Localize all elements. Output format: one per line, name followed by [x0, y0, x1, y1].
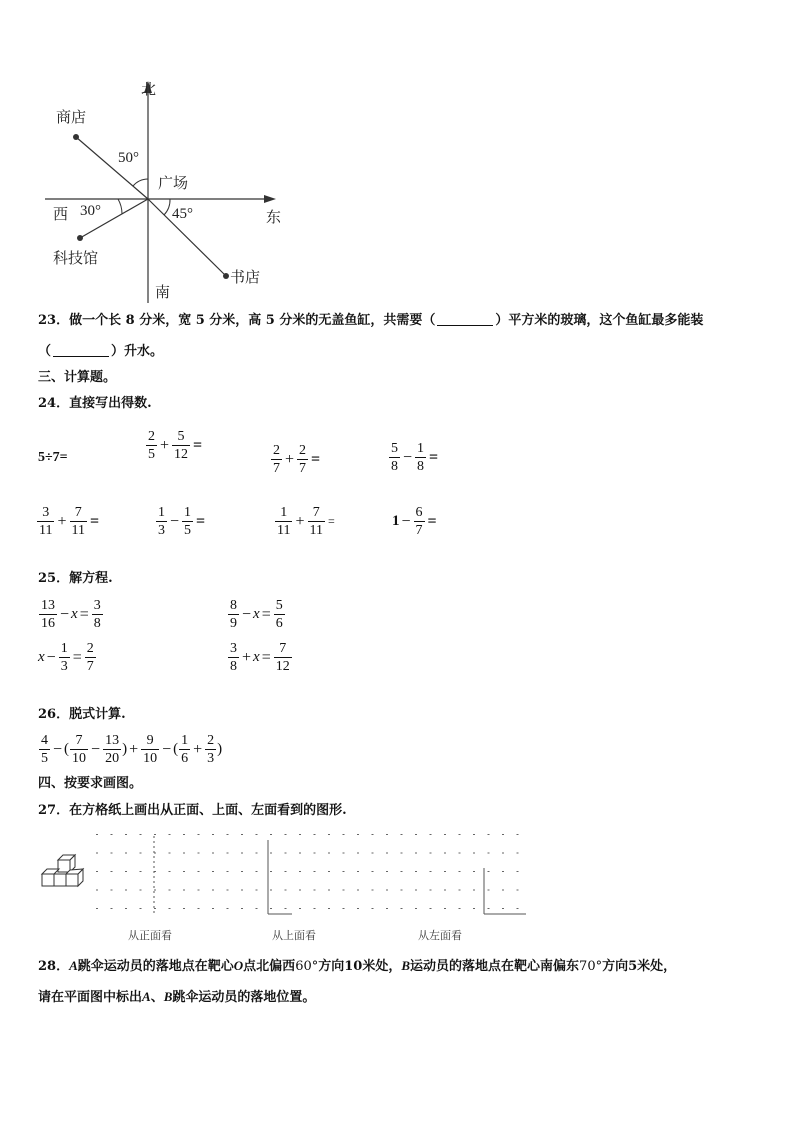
grid-dot	[357, 890, 359, 891]
grid-dot	[473, 834, 475, 835]
grid-dot	[386, 853, 388, 854]
grid-dot	[343, 834, 345, 835]
grid-dot	[517, 834, 519, 835]
fraction: $\frac{2}{3}$	[207, 733, 215, 766]
grid-dot	[198, 890, 200, 891]
fraction: $\frac{4}{5}$	[41, 733, 48, 766]
q24-expr-5: $\frac{3}{11}$ + $\frac{7}{11}$ =	[39, 505, 100, 538]
grid-dot	[328, 890, 330, 891]
grid-dot	[401, 890, 403, 891]
q24-expr-8: 1 − $\frac{6}{7}$ =	[392, 505, 437, 538]
grid-dot	[212, 871, 214, 872]
q23-text-d: ）升水。	[111, 344, 164, 359]
fraction: $\frac{5}{6}$	[275, 598, 283, 631]
grid-dot	[270, 908, 272, 909]
grid-dot	[372, 908, 374, 909]
fraction: $\frac{13}{20}$	[105, 733, 120, 766]
fraction: $\frac{2}{7}$	[273, 443, 280, 476]
q24-expr-7: $\frac{1}{11}$ + $\frac{7}{11}$ =	[277, 505, 335, 538]
grid-dot	[198, 908, 200, 909]
question-27-title: 27．在方格纸上画出从正面、上面、左面看到的图形.	[38, 803, 347, 818]
grid-dot	[415, 908, 417, 909]
grid-dot	[444, 908, 446, 909]
dot-grid-paper	[92, 828, 530, 920]
question-25-title: 25．解方程.	[38, 571, 113, 586]
grid-dot	[459, 853, 461, 854]
grid-dot	[386, 834, 388, 835]
q25-equation-3: x − $\frac{1}{3}$ = $\frac{2}{7}$	[38, 641, 94, 674]
grid-dot	[386, 890, 388, 891]
q24-expr-4: $\frac{5}{8}$ − $\frac{1}{8}$ =	[391, 441, 439, 474]
q23-text-a: 23．做一个长 8 分米，宽 5 分米，高 5 分米的无盖鱼缸，共需要（	[38, 313, 436, 328]
grid-dot	[299, 834, 301, 835]
label-north: 北	[141, 80, 157, 98]
fraction: $\frac{2}{7}$	[299, 443, 307, 476]
grid-dot	[169, 871, 171, 872]
grid-dot	[212, 908, 214, 909]
arc-45	[164, 199, 170, 215]
caption-top-view: 从上面看	[272, 929, 316, 942]
q26-expression: $\frac{4}{5}$ − ( $\frac{7}{10}$ − $\frac{13}{20}$ ) + $\frac{9}{10}$ − ( $\frac{1}{6}$ + $\frac{2}{3}$ )	[41, 733, 223, 766]
grid-dot	[314, 890, 316, 891]
grid-dot	[488, 834, 490, 835]
grid-dot	[96, 890, 98, 891]
caption-left-view: 从左面看	[418, 929, 462, 942]
fraction: $\frac{3}{8}$	[93, 598, 101, 631]
grid-dot	[343, 908, 345, 909]
grid-dot	[415, 834, 417, 835]
grid-dot	[444, 890, 446, 891]
question-23-line1	[38, 312, 703, 330]
grid-dot	[241, 908, 243, 909]
grid-dot	[473, 853, 475, 854]
grid-dot	[488, 890, 490, 891]
fraction: $\frac{1}{5}$	[184, 505, 192, 538]
label-east: 东	[266, 208, 282, 226]
grid-dot	[125, 871, 127, 872]
grid-dot	[183, 853, 185, 854]
arc-50	[133, 179, 148, 186]
grid-dot	[183, 890, 185, 891]
fraction: $\frac{1}{3}$	[60, 641, 68, 674]
grid-dot	[314, 834, 316, 835]
grid-dot	[488, 871, 490, 872]
answer-blank-volume[interactable]	[53, 344, 109, 357]
grid-dot	[517, 908, 519, 909]
grid-dot	[299, 908, 301, 909]
grid-dot	[111, 890, 113, 891]
grid-dot	[256, 908, 258, 909]
grid-dot	[488, 853, 490, 854]
grid-dot	[314, 853, 316, 854]
grid-dot	[314, 908, 316, 909]
grid-dot	[299, 890, 301, 891]
grid-dot	[285, 853, 287, 854]
section-3-heading: 三、计算题。	[38, 370, 117, 385]
grid-dot	[401, 853, 403, 854]
q25-equation-1: $\frac{13}{16}$ − x = $\frac{3}{8}$	[41, 598, 101, 631]
q24-expr-6: $\frac{1}{3}$ − $\frac{1}{5}$ =	[158, 505, 206, 538]
fraction: $\frac{7}{11}$	[309, 505, 323, 538]
grid-dot	[96, 908, 98, 909]
grid-dot	[502, 890, 504, 891]
point-shop	[73, 134, 79, 140]
grid-dot	[198, 853, 200, 854]
grid-dot	[241, 890, 243, 891]
grid-dot	[357, 834, 359, 835]
grid-dot	[343, 853, 345, 854]
grid-dot	[270, 871, 272, 872]
grid-dot	[430, 890, 432, 891]
grid-dot	[154, 908, 156, 909]
grid-dot	[96, 853, 98, 854]
grid-dot	[227, 871, 229, 872]
grid-dot	[212, 834, 214, 835]
grid-dot	[241, 871, 243, 872]
q24-expr-2: $\frac{2}{5}$ + $\frac{5}{12}$ =	[148, 429, 203, 462]
grid-dot	[386, 908, 388, 909]
grid-dot	[198, 871, 200, 872]
fraction: $\frac{1}{11}$	[277, 505, 291, 538]
grid-dot	[285, 834, 287, 835]
grid-dot	[517, 890, 519, 891]
grid-dot	[401, 834, 403, 835]
question-23-line2	[38, 343, 163, 361]
grid-dot	[401, 871, 403, 872]
fraction: $\frac{3}{11}$	[39, 505, 53, 538]
fraction: $\frac{2}{7}$	[86, 641, 94, 674]
grid-dot	[285, 908, 287, 909]
grid-dot	[517, 853, 519, 854]
grid-dot	[372, 834, 374, 835]
grid-dot	[154, 834, 156, 835]
fraction: $\frac{6}{7}$	[415, 505, 423, 538]
grid-dot	[328, 871, 330, 872]
grid-dot	[430, 908, 432, 909]
grid-dot	[241, 853, 243, 854]
cube-stack-figure	[40, 852, 90, 892]
grid-dot	[169, 908, 171, 909]
grid-dot	[401, 908, 403, 909]
grid-dot	[444, 853, 446, 854]
fraction: $\frac{5}{8}$	[391, 441, 398, 474]
grid-dot	[473, 890, 475, 891]
grid-dot	[227, 834, 229, 835]
fraction: $\frac{1}{3}$	[158, 505, 165, 538]
fraction: $\frac{5}{12}$	[174, 429, 189, 462]
grid-dot	[96, 871, 98, 872]
label-angle-30: 30°	[80, 203, 101, 219]
grid-dot	[111, 853, 113, 854]
grid-dot	[256, 834, 258, 835]
q24-expr-1: 5÷7=	[38, 450, 68, 465]
grid-dot	[444, 834, 446, 835]
grid-dot	[227, 890, 229, 891]
fraction: $\frac{13}{16}$	[41, 598, 55, 631]
grid-dot	[430, 853, 432, 854]
grid-dot	[169, 834, 171, 835]
grid-dot	[372, 871, 374, 872]
grid-dot	[111, 871, 113, 872]
fraction: $\frac{9}{10}$	[143, 733, 158, 766]
label-west: 西	[53, 205, 69, 223]
grid-dot	[488, 908, 490, 909]
grid-dot	[140, 908, 142, 909]
label-angle-50: 50°	[118, 150, 139, 166]
grid-dot	[256, 890, 258, 891]
grid-dot	[125, 853, 127, 854]
grid-dot	[270, 853, 272, 854]
grid-dot	[459, 890, 461, 891]
grid-dot	[502, 853, 504, 854]
grid-dot	[430, 871, 432, 872]
grid-dot	[299, 871, 301, 872]
grid-dot	[285, 890, 287, 891]
grid-dot	[111, 908, 113, 909]
question-28-line2: 请在平面图中标出A、B跳伞运动员的落地位置。	[38, 989, 316, 1005]
label-tech: 科技馆	[53, 249, 99, 267]
grid-dot	[299, 853, 301, 854]
grid-dot	[212, 890, 214, 891]
q25-equation-4: $\frac{3}{8}$ + x = $\frac{7}{12}$	[230, 641, 290, 674]
grid-dot	[473, 908, 475, 909]
section-4-heading: 四、按要求画图。	[38, 776, 143, 791]
grid-dot	[459, 834, 461, 835]
label-bookstore: 书店	[230, 268, 261, 286]
fraction: $\frac{7}{10}$	[72, 733, 87, 766]
grid-dot	[328, 834, 330, 835]
grid-dot	[343, 890, 345, 891]
question-28-line1: 28．A跳伞运动员的落地点在靶心O点北偏西60°方向10米处，B运动员的落地点在靶心南偏东70°方向5米处，	[38, 958, 677, 974]
grid-dot	[256, 853, 258, 854]
label-south: 南	[155, 283, 171, 301]
fraction: $\frac{2}{5}$	[148, 429, 155, 462]
grid-dot	[430, 834, 432, 835]
question-24-title: 24．直接写出得数.	[38, 396, 152, 411]
grid-dot	[502, 908, 504, 909]
answer-blank-glass[interactable]	[437, 313, 493, 326]
grid-dot	[227, 908, 229, 909]
q24-expr-3: $\frac{2}{7}$ + $\frac{2}{7}$ =	[273, 443, 321, 476]
grid-dot	[285, 871, 287, 872]
grid-dot	[183, 871, 185, 872]
grid-dot	[415, 853, 417, 854]
grid-dot	[169, 890, 171, 891]
fraction: $\frac{8}{9}$	[230, 598, 237, 631]
grid-dot	[473, 871, 475, 872]
grid-dot	[125, 890, 127, 891]
grid-dot	[372, 853, 374, 854]
grid-dot	[502, 834, 504, 835]
grid-dot	[140, 890, 142, 891]
question-26-title: 26．脱式计算.	[38, 707, 126, 722]
grid-dot	[270, 834, 272, 835]
grid-dot	[227, 853, 229, 854]
label-angle-45: 45°	[172, 206, 193, 222]
fraction: $\frac{3}{8}$	[230, 641, 237, 674]
grid-dot	[256, 871, 258, 872]
grid-dot	[517, 871, 519, 872]
q23-text-c: （	[38, 344, 52, 359]
grid-dot	[357, 908, 359, 909]
fraction: $\frac{1}{8}$	[417, 441, 425, 474]
grid-dot	[328, 853, 330, 854]
point-bookstore	[223, 273, 229, 279]
grid-dot	[169, 853, 171, 854]
grid-dot	[125, 908, 127, 909]
grid-dot	[125, 834, 127, 835]
grid-dot	[357, 853, 359, 854]
grid-dot	[241, 834, 243, 835]
grid-dot	[154, 890, 156, 891]
fraction: $\frac{7}{11}$	[71, 505, 85, 538]
fraction: $\frac{7}{12}$	[275, 641, 290, 674]
grid-dot	[183, 908, 185, 909]
q25-equation-2: $\frac{8}{9}$ − x = $\frac{5}{6}$	[230, 598, 283, 631]
fraction: $\frac{1}{6}$	[181, 733, 189, 766]
q23-text-b: ）平方米的玻璃，这个鱼缸最多能装	[495, 313, 704, 328]
grid-dot	[328, 908, 330, 909]
grid-dot	[372, 890, 374, 891]
grid-dot	[502, 871, 504, 872]
grid-dot	[270, 890, 272, 891]
grid-dot	[96, 834, 98, 835]
arc-30	[118, 199, 122, 214]
grid-dot	[314, 871, 316, 872]
grid-dot	[415, 890, 417, 891]
east-arrowhead	[264, 195, 276, 203]
point-tech	[77, 235, 83, 241]
grid-dot	[198, 834, 200, 835]
grid-dot	[357, 871, 359, 872]
grid-dot	[343, 871, 345, 872]
grid-dot	[183, 834, 185, 835]
ray-shop	[76, 137, 148, 199]
grid-dot	[415, 871, 417, 872]
grid-dot	[140, 871, 142, 872]
grid-dot	[459, 871, 461, 872]
label-shop: 商店	[56, 108, 87, 126]
label-square: 广场	[158, 174, 189, 192]
grid-dot	[140, 834, 142, 835]
caption-front-view: 从正面看	[128, 929, 172, 942]
grid-dot	[386, 871, 388, 872]
grid-dot	[140, 853, 142, 854]
grid-dot	[444, 871, 446, 872]
grid-dot	[459, 908, 461, 909]
grid-dot	[111, 834, 113, 835]
grid-dot	[212, 853, 214, 854]
